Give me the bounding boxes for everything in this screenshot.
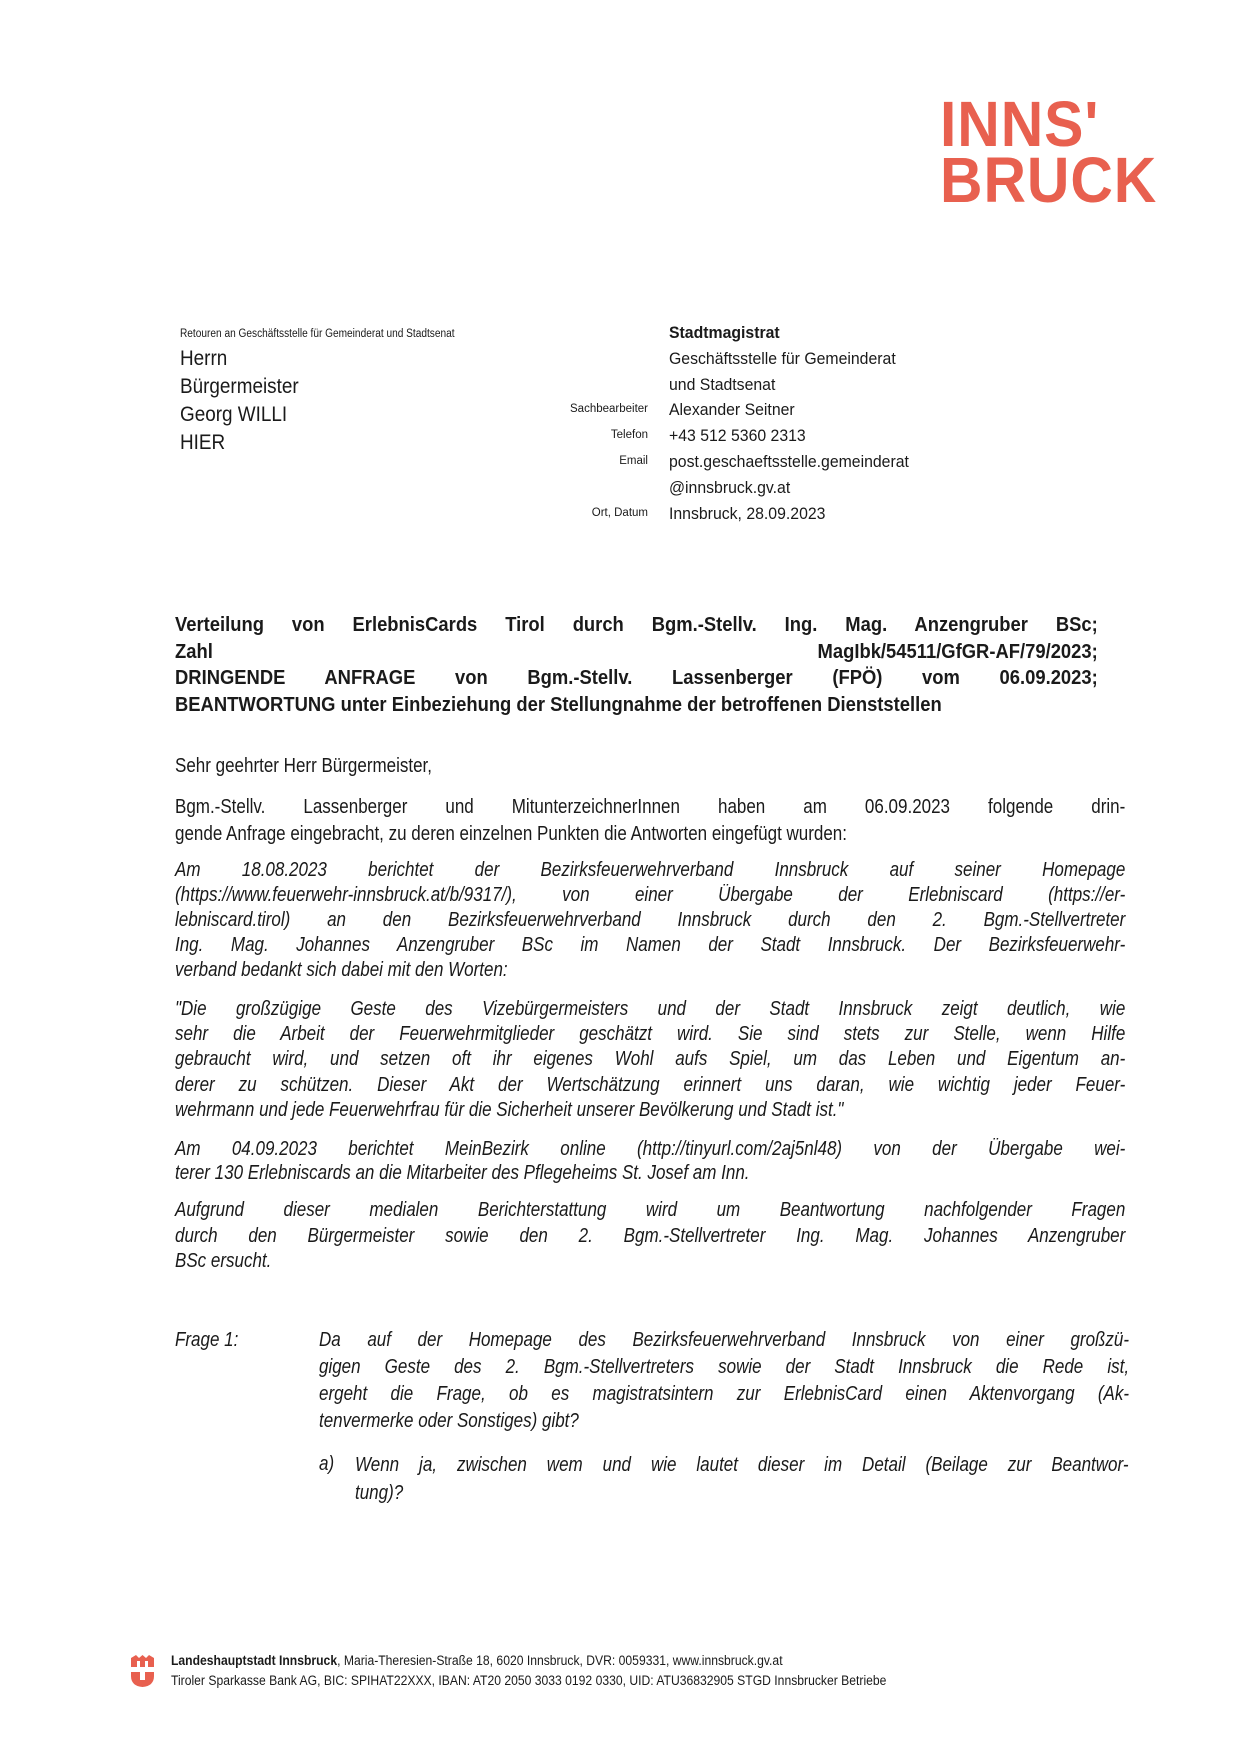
clerk-label: Sachbearbeiter — [570, 403, 648, 416]
text-line: Ing. Mag. Johannes Anzengruber BSc im Namen der Stadt Innsbruck. Der Bezirksfeuerwehr- — [175, 934, 1126, 956]
text-line: BSc ersucht. — [175, 1250, 272, 1272]
text-line: tung)? — [355, 1482, 404, 1504]
footer-bank: Tiroler Sparkasse Bank AG, BIC: SPIHAT22XXX, IBAN: AT20 2050 3033 0192 0330, UID: ATU36832905 STGD Innsbrucker Betriebe — [171, 1673, 887, 1688]
logo-line-1: INNS' — [940, 88, 1100, 160]
text-line: terer 130 Erlebniscards an die Mitarbeiter des Pflegeheims St. Josef am Inn. — [175, 1162, 750, 1184]
email-label: Email — [619, 454, 648, 467]
text-line: gigen Geste des 2. Bgm.-Stellvertreters sowie der Stadt Innsbruck die Rede ist, — [319, 1356, 1130, 1378]
recipient-line: Georg WILLI — [180, 403, 288, 426]
text-line: Da auf der Homepage des Bezirksfeuerwehrverband Innsbruck von einer großzü- — [319, 1329, 1130, 1351]
quote-paragraph — [175, 997, 1251, 1123]
text-line: gende Anfrage eingebracht, zu deren einzelnen Punkten die Antworten eingefügt wurden: — [175, 823, 847, 845]
subject-block — [175, 612, 1178, 718]
innsbruck-logo — [940, 88, 1161, 216]
text-line: tenvermerke oder Sonstiges) gibt? — [319, 1410, 579, 1432]
text-line: durch den Bürgermeister sowie den 2. Bgm.-Stellvertreter Ing. Mag. Johannes Anzengruber — [175, 1224, 1126, 1247]
recipient-line: Bürgermeister — [180, 375, 299, 398]
text-line: verband bedankt sich dabei mit den Worten: — [175, 959, 508, 981]
text-line: "Die großzügige Geste des Vizebürgermeisters und der Stadt Innsbruck zeigt deutlich, wie — [175, 998, 1126, 1020]
text-line: lebniscard.tirol) an den Bezirksfeuerwehrverband Innsbruck durch den 2. Bgm.-Stellvertreter — [175, 909, 1126, 931]
text-line: derer zu schützen. Dieser Akt der Wertschätzung erinnert uns daran, wie wichtig jeder Feuer- — [175, 1073, 1126, 1096]
text-line: Verteilung von ErlebnisCards Tirol durch Bgm.-Stellv. Ing. Mag. Anzengruber BSc; — [175, 614, 1098, 636]
footer-org: Landeshauptstadt Innsbruck — [171, 1653, 338, 1668]
phone-label: Telefon — [610, 429, 648, 442]
sender-dept: Geschäftsstelle für Gemeinderat — [669, 348, 896, 368]
clerk-name: Alexander Seitner — [669, 400, 795, 420]
subquestion-label: a) — [319, 1453, 335, 1475]
text-line: Am 04.09.2023 berichtet MeinBezirk online (http://tinyurl.com/2aj5nl48) von der Übergabe wei- — [175, 1138, 1126, 1160]
text-line: Am 18.08.2023 berichtet der Bezirksfeuerwehrverband Innsbruck auf seiner Homepage — [175, 859, 1126, 881]
quoted-paragraph-1 — [175, 858, 1251, 983]
sender-info — [470, 320, 1030, 526]
question-1-text — [319, 1327, 1251, 1435]
place-date: Innsbruck, 28.09.2023 — [669, 503, 826, 523]
text-line: Zahl MagIbk/54511/GfGR-AF/79/2023; — [175, 640, 1098, 663]
text-line: ergeht die Frage, ob es magistratsintern zur ErlebnisCard einen Aktenvorgang (Ak- — [319, 1383, 1130, 1405]
phone-number: +43 512 5360 2313 — [669, 426, 806, 446]
text-line: wehrmann und jede Feuerwehrfrau für die Sicherheit unserer Bevölkerung und Stadt ist." — [175, 1098, 844, 1121]
recipient-line: Herrn — [180, 347, 228, 370]
return-address: Retouren an Geschäftsstelle für Gemeinderat und Stadtsenat — [180, 328, 455, 340]
footer-address: , Maria-Theresien-Straße 18, 6020 Innsbruck, DVR: 0059331, www.innsbruck.gv.at — [337, 1653, 783, 1668]
quoted-paragraph-2 — [175, 1137, 1251, 1185]
quoted-paragraph-3 — [175, 1198, 1251, 1275]
text-line: sehr die Arbeit der Feuerwehrmitglieder geschätzt wird. Sie sind stets zur Stelle, wenn Hilfe — [175, 1023, 1126, 1046]
text-line: Bgm.-Stellv. Lassenberger und MitunterzeichnerInnen haben am 06.09.2023 folgende drin- — [175, 796, 1126, 818]
salutation — [175, 754, 1251, 780]
sender-org: Stadtmagistrat — [669, 323, 780, 342]
email-address: post.geschaeftsstelle.gemeinderat — [669, 451, 909, 471]
intro-paragraph — [175, 794, 1251, 848]
salutation-text: Sehr geehrter Herr Bürgermeister, — [175, 755, 432, 777]
subquestion-a-text — [355, 1451, 1251, 1507]
text-line: DRINGENDE ANFRAGE von Bgm.-Stellv. Lassenberger (FPÖ) vom 06.09.2023; — [175, 667, 1098, 689]
place-date-label: Ort, Datum — [591, 506, 648, 519]
email-address-domain: @innsbruck.gv.at — [669, 477, 791, 497]
text-line: Aufgrund dieser medialen Berichterstattung wird um Beantwortung nachfolgender Fragen — [175, 1199, 1126, 1221]
recipient-line: HIER — [180, 431, 226, 454]
text-line: BEANTWORTUNG unter Einbeziehung der Stellungnahme der betroffenen Dienststellen — [175, 693, 942, 716]
text-line: gebraucht wird, und setzen oft ihr eigenes Wohl aufs Spiel, um das Leben und Eigentum an- — [175, 1048, 1126, 1071]
logo-line-2: BRUCK — [940, 144, 1158, 216]
question-label: Frage 1: — [175, 1329, 239, 1351]
text-line: Wenn ja, zwischen wem und wie lautet dieser im Detail (Beilage zur Beantwor- — [355, 1454, 1129, 1476]
footer — [171, 1651, 886, 1691]
recipient-address — [180, 345, 299, 457]
sender-dept: und Stadtsenat — [669, 374, 776, 394]
innsbruck-crest-icon — [130, 1654, 155, 1688]
text-line: (https://www.feuerwehr-innsbruck.at/b/9317/), von einer Übergabe der Erlebniscard (https://er- — [175, 884, 1126, 906]
